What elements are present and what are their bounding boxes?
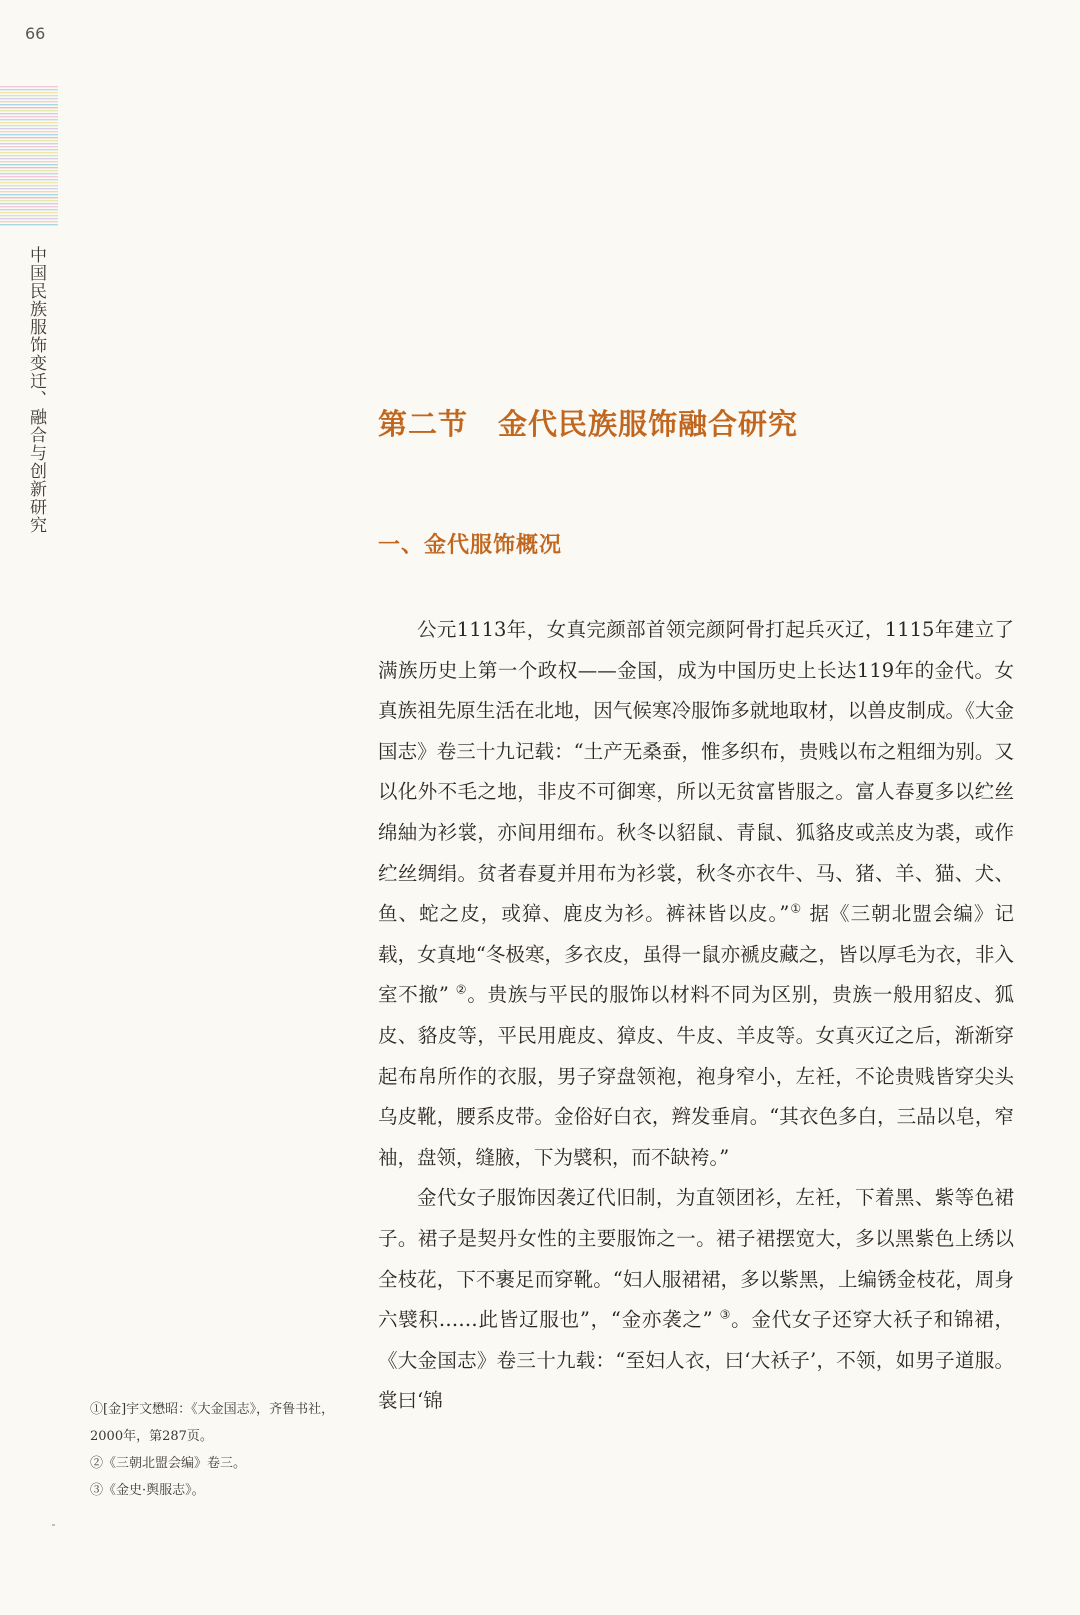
stripe-line (0, 191, 58, 192)
stripe-line (0, 89, 58, 90)
subsection-title: 一、金代服饰概况 (378, 532, 563, 558)
stripe-line (0, 95, 58, 96)
footnote-ref-2[interactable]: ② (455, 982, 468, 997)
stripe-line (0, 206, 58, 207)
stripe-line (0, 167, 58, 168)
footnote-3: ③《金史·舆服志》。 (90, 1483, 205, 1498)
footnotes (90, 1396, 360, 1504)
stripe-line (0, 113, 58, 114)
stripe-line (0, 221, 58, 222)
stripe-line (0, 101, 58, 102)
stripe-line (0, 149, 58, 150)
stripe-line (0, 122, 58, 123)
paragraph-2-text-b: 。金代女子还穿大袄子和锦裙，《大金国志》卷三十九载：“至妇人衣，曰‘大袄子’，不领，如男子道服。裳曰‘锦 (378, 1308, 1014, 1413)
page-number: 66 (25, 24, 46, 43)
stripe-line (0, 164, 58, 165)
stripe-line (0, 152, 58, 153)
footnote-ref-3[interactable]: ③ (719, 1307, 732, 1322)
scan-speck (52, 1524, 55, 1526)
stripe-line (0, 176, 58, 177)
stripe-line (0, 137, 58, 138)
paragraph-2 (378, 1178, 1014, 1422)
stripe-line (0, 179, 58, 180)
stripe-line (0, 197, 58, 198)
stripe-line (0, 203, 58, 204)
stripe-line (0, 209, 58, 210)
stripe-line (0, 158, 58, 159)
section-heading (378, 402, 798, 443)
stripe-line (0, 155, 58, 156)
footnote-2: ②《三朝北盟会编》卷三。 (90, 1456, 247, 1471)
stripe-line (0, 185, 58, 186)
stripe-line (0, 224, 58, 225)
stripe-line (0, 173, 58, 174)
section-title: 金代民族服饰融合研究 (498, 407, 799, 441)
running-title: 中国民族服饰变迁、融合与创新研究 (26, 246, 46, 534)
stripe-line (0, 146, 58, 147)
stripe-line (0, 128, 58, 129)
stripe-line (0, 215, 58, 216)
paragraph-1 (378, 610, 1014, 1178)
paragraph-1-text-a: 公元1113年，女真完颜部首领完颜阿骨打起兵灭辽，1115年建立了满族历史上第一个政权——金国，成为中国历史上长达119年的金代。女真族祖先原生活在北地，因气候寒冷服饰多就地取材，以兽皮制成。《大金国志》卷三十九记载：“土产无桑蚕，惟多织布，贵贱以布之粗细为别。又以化外不毛之地，非皮不可御寒，所以无贫富皆服之。富人春夏多以纻丝绵紬为衫裳，亦间用细布。秋冬以貂鼠、青鼠、狐貉皮或羔皮为裘，或作纻丝绸绢。贫者春夏并用布为衫裳，秋冬亦衣牛、马、猪、羊、猫、犬、鱼、蛇之皮，或獐、鹿皮为衫。裤袜皆以皮。” (378, 618, 1014, 926)
stripe-line (0, 140, 58, 141)
stripe-line (0, 98, 58, 99)
body-text (378, 610, 1014, 1422)
stripe-line (0, 134, 58, 135)
paragraph-1-text-b: 据《三朝北盟会编》记载，女真地“冬极寒，多衣皮，虽得一鼠亦褫皮藏之，皆以厚毛为衣，非入室不撤” (378, 902, 1014, 1007)
stripe-line (0, 131, 58, 132)
stripe-line (0, 194, 58, 195)
stripe-line (0, 161, 58, 162)
paragraph-2-text-a: 金代女子服饰因袭辽代旧制，为直领团衫，左衽，下着黑、紫等色裙子。裙子是契丹女性的主要服饰之一。裙子裙摆宽大，多以黑紫色上绣以全枝花，下不裹足而穿靴。“妇人服裙裙，多以紫黑，上编锈金枝花，周身六襞积……此皆辽服也”，“金亦袭之” (378, 1186, 1014, 1332)
paragraph-1-text-c: 。贵族与平民的服饰以材料不同为区别，贵族一般用貂皮、狐皮、貉皮等，平民用鹿皮、獐皮、牛皮、羊皮等。女真灭辽之后，渐渐穿起布帛所作的衣服，男子穿盘领袍，袍身窄小，左衽，不论贵贱皆穿尖头乌皮靴，腰系皮带。金俗好白衣，辫发垂肩。“其衣色多白，三品以皂，窄袖，盘领，缝腋，下为襞积，而不缺袴。” (378, 983, 1014, 1169)
footnote-1: ①[金]宇文懋昭：《大金国志》，齐鲁书社，2000年，第287页。 (90, 1402, 335, 1444)
footnote-ref-1[interactable]: ① (789, 901, 803, 916)
stripe-line (0, 182, 58, 183)
stripe-line (0, 125, 58, 126)
stripe-line (0, 92, 58, 93)
section-number: 第二节 (378, 407, 469, 441)
stripe-line (0, 170, 58, 171)
stripe-line (0, 110, 58, 111)
stripe-line (0, 104, 58, 105)
stripe-line (0, 143, 58, 144)
stripe-line (0, 212, 58, 213)
stripe-line (0, 188, 58, 189)
stripe-line (0, 119, 58, 120)
stripe-line (0, 218, 58, 219)
stripe-line (0, 116, 58, 117)
stripe-line (0, 107, 58, 108)
decorative-color-stripes (0, 86, 58, 228)
stripe-line (0, 200, 58, 201)
stripe-line (0, 86, 58, 87)
